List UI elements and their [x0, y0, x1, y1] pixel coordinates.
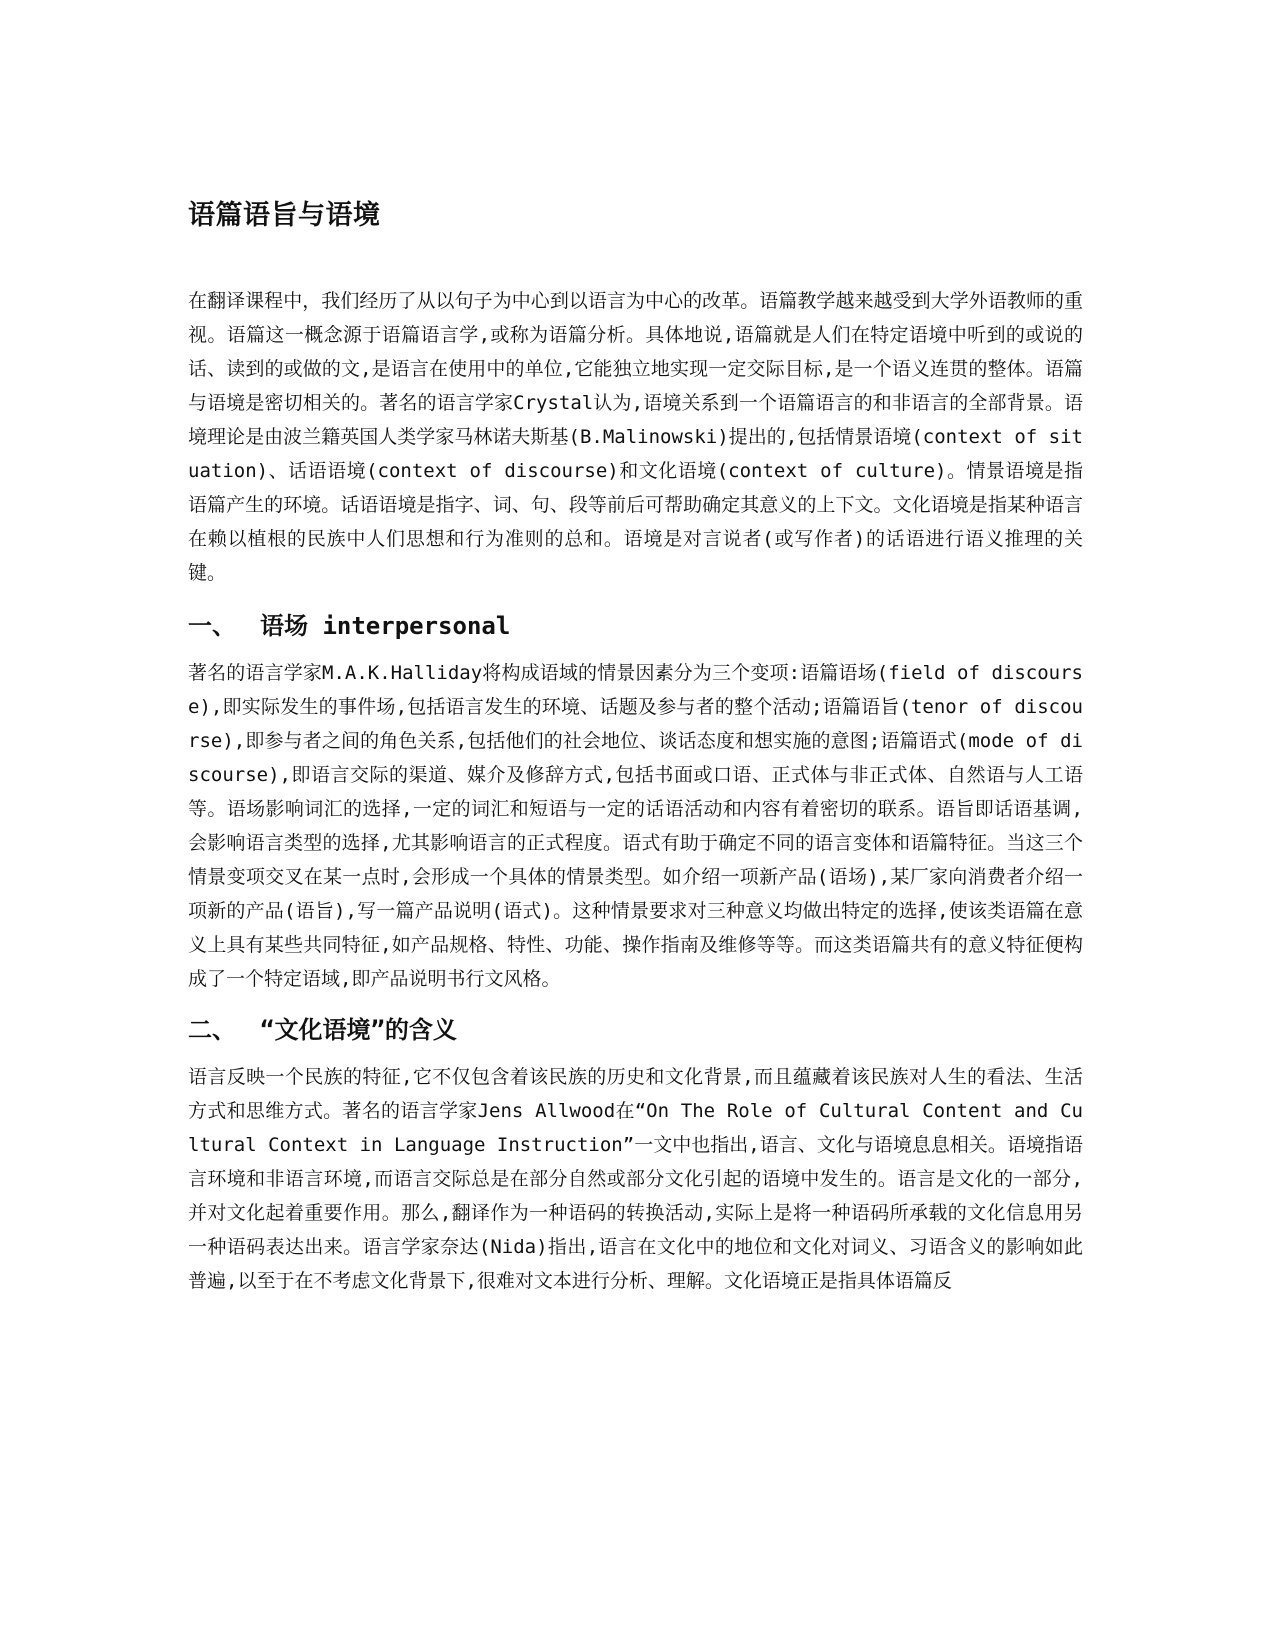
section-body-1: 著名的语言学家M.A.K.Halliday将构成语域的情景因素分为三个变项:语篇语场(field of discourse),即实际发生的事件场,包括语言发生的环境、话题及参与者的整个活动;语篇语旨(tenor of discourse),即参与者之间的角色关系,包括他们的社会地位、谈话态度和想实施的意图;语篇语式(mode of discourse),即语言交际的渠道、媒介及修辞方式,包括书面或口语、正式体与非正式体、自然语与人工语等。语场影响词汇的选择,一定的词汇和短语与一定的话语活动和内容有着密切的联系。语旨即话语基调,会影响语言类型的选择,尤其影响语言的正式程度。语式有助于确定不同的语言变体和语篇特征。当这三个情景变项交叉在某一点时,会形成一个具体的情景类型。如介绍一项新产品(语场),某厂家向消费者介绍一项新的产品(语旨),写一篇产品说明(语式)。这种情景要求对三种意义均做出特定的选择,使该类语篇在意义上具有某些共同特征,如产品规格、特性、功能、操作指南及维修等等。而这类语篇共有的意义特征便构成了一个特定语域,即产品说明书行文风格。 [188, 662, 1083, 990]
section-heading-1 [188, 608, 1083, 644]
section-body-2: 语言反映一个民族的特征,它不仅包含着该民族的历史和文化背景,而且蕴藏着该民族对人生的看法、生活方式和思维方式。著名的语言学家Jens Allwood在“On The Role of Cultural Content and Cultural Context in Language Instruction”一文中也指出,语言、文化与语境息息相关。语境指语言环境和非语言环境,而语言交际总是在部分自然或部分文化引起的语境中发生的。语言是文化的一部分,并对文化起着重要作用。那么,翻译作为一种语码的转换活动,实际上是将一种语码所承载的文化信息用另一种语码表达出来。语言学家奈达(Nida)指出,语言在文化中的地位和文化对词义、习语含义的影响如此普遍,以至于在不考虑文化背景下,很难对文本进行分析、理解。文化语境正是指具体语篇反 [188, 1066, 1083, 1292]
section-number-1: 一、 [188, 612, 236, 640]
document-title: 语篇语旨与语境 [188, 200, 381, 231]
section-title-1: 语场 interpersonal [260, 612, 511, 640]
section-number-2: 二、 [188, 1016, 236, 1044]
intro-paragraph: 在翻译课程中，我们经历了从以句子为中心到以语言为中心的改革。语篇教学越来越受到大学外语教师的重视。语篇这一概念源于语篇语言学,或称为语篇分析。具体地说,语篇就是人们在特定语境中听到的或说的话、读到的或做的文,是语言在使用中的单位,它能独立地实现一定交际目标,是一个语义连贯的整体。语篇与语境是密切相关的。著名的语言学家Crystal认为,语境关系到一个语篇语言的和非语言的全部背景。语境理论是由波兰籍英国人类学家马林诺夫斯基(B.Malinowski)提出的,包括情景语境(context of situation)、话语语境(context of discourse)和文化语境(context of culture)。情景语境是指语篇产生的环境。话语语境是指字、词、句、段等前后可帮助确定其意义的上下文。文化语境是指某种语言在赖以植根的民族中人们思想和行为准则的总和。语境是对言说者(或写作者)的话语进行语义推理的关键。 [188, 290, 1083, 584]
document-page [188, 196, 1083, 1298]
section-title-2: “文化语境”的含义 [260, 1016, 457, 1044]
section-heading-2 [188, 1012, 1083, 1048]
